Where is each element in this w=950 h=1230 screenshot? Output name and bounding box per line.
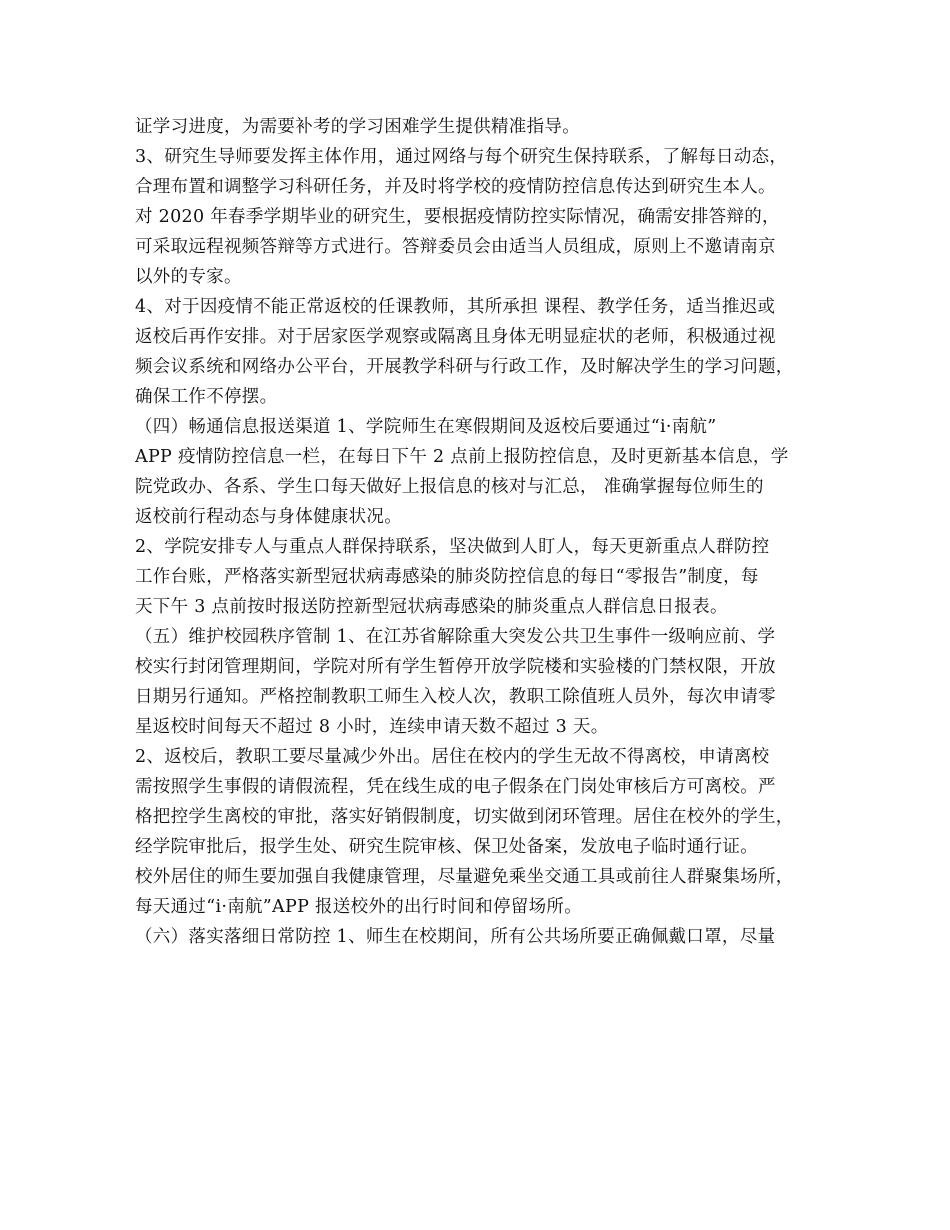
section-heading-line: （六）落实落细日常防控 1、师生在校期间，所有公共场所要正确佩戴口罩，尽量 bbox=[135, 927, 776, 947]
text-line: 格把控学生离校的审批，落实好销假制度，切实做到闭环管理。居住在校外的学生， bbox=[135, 807, 794, 827]
text-line: 需按照学生事假的请假流程，凭在线生成的电子假条在门岗处审核后方可离校。严 bbox=[135, 777, 776, 797]
text-line: 经学院审批后，报学生处、研究生院审核、保卫处备案，发放电子临时通行证。 bbox=[135, 837, 758, 857]
text-line: 4、对于因疫情不能正常返校的任课教师，其所承担 课程、教学任务，适当推迟或 bbox=[135, 297, 776, 317]
text-line: 确保工作不停摆。 bbox=[135, 387, 278, 407]
text-line: 日期另行通知。严格控制教职工师生入校人次，教职工除值班人员外，每次申请零 bbox=[135, 687, 776, 707]
text-line: 天下午 3 点前按时报送防控新型冠状病毒感染的肺炎重点人群信息日报表。 bbox=[135, 597, 728, 617]
text-line: 合理布置和调整学习科研任务，并及时将学校的疫情防控信息传达到研究生本人。 bbox=[135, 177, 776, 197]
text-line: APP 疫情防控信息一栏，在每日下午 2 点前上报防控信息，及时更新基本信息，学 bbox=[135, 447, 789, 467]
text-line: 校实行封闭管理期间，学院对所有学生暂停开放学院楼和实验楼的门禁权限，开放 bbox=[135, 657, 776, 677]
text-line: 校外居住的师生要加强自我健康管理，尽量避免乘坐交通工具或前往人群聚集场所， bbox=[135, 867, 794, 887]
text-line: 星返校时间每天不超过 8 小时，连续申请天数不超过 3 天。 bbox=[135, 717, 609, 737]
text-line: 院党政办、各系、学生口每天做好上报信息的核对与汇总， 准确掌握每位师生的 bbox=[135, 477, 764, 497]
text-line: 2、返校后，教职工要尽量减少外出。居住在校内的学生无故不得离校，申请离校 bbox=[135, 747, 770, 767]
text-line: 可采取远程视频答辩等方式进行。答辩委员会由适当人员组成，原则上不邀请南京 bbox=[135, 237, 776, 257]
text-line: 返校前行程动态与身体健康状况。 bbox=[135, 507, 402, 527]
section-heading-line: （四）畅通信息报送渠道 1、学院师生在寒假期间及返校后要通过“i·南航” bbox=[135, 417, 717, 437]
document-body bbox=[135, 112, 825, 952]
text-line: 2、学院安排专人与重点人群保持联系，坚决做到人盯人，每天更新重点人群防控 bbox=[135, 537, 770, 557]
text-line: 每天通过“i·南航”APP 报送校外的出行时间和停留场所。 bbox=[135, 897, 583, 917]
text-line: 对 2020 年春季学期毕业的研究生，要根据疫情防控实际情况，确需安排答辩的， bbox=[135, 207, 780, 227]
text-line: 证学习进度，为需要补考的学习困难学生提供精准指导。 bbox=[135, 117, 580, 137]
text-line: 3、研究生导师要发挥主体作用，通过网络与每个研究生保持联系，了解每日动态， bbox=[135, 147, 788, 167]
text-line: 频会议系统和网络办公平台，开展教学科研与行政工作，及时解决学生的学习问题， bbox=[135, 357, 794, 377]
text-line: 工作台账，严格落实新型冠状病毒感染的肺炎防控信息的每日“零报告”制度，每 bbox=[135, 567, 759, 587]
text-line: 以外的专家。 bbox=[135, 267, 242, 287]
text-line: 返校后再作安排。对于居家医学观察或隔离且身体无明显症状的老师，积极通过视 bbox=[135, 327, 776, 347]
section-heading-line: （五）维护校园秩序管制 1、在江苏省解除重大突发公共卫生事件一级响应前、学 bbox=[135, 627, 776, 647]
